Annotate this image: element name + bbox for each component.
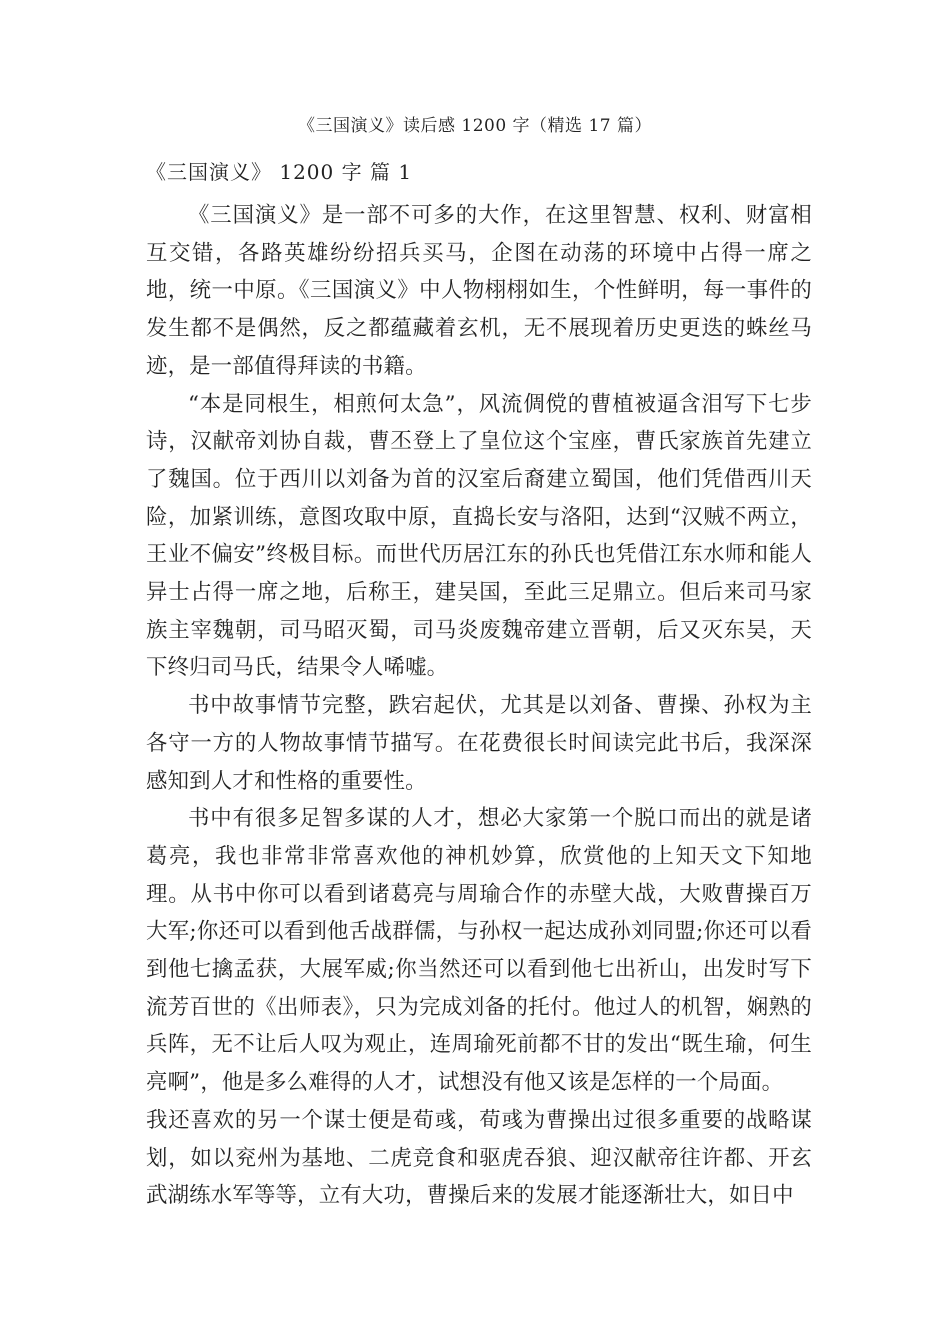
body-text bbox=[146, 197, 812, 1215]
paragraph-2: “本是同根生，相煎何太急”，风流倜傥的曹植被逼含泪写下七步诗，汉献帝刘协自裁，曹丕登上了皇位这个宝座，曹氏家族首先建立了魏国。位于西川以刘备为首的汉室后裔建立蜀国，他们凭借西川天险，加紧训练，意图攻取中原，直捣长安与洛阳，达到“汉贼不两立，王业不偏安”终极目标。而世代历居江东的孙氏也凭借江东水师和能人异士占得一席之地，后称王，建吴国，至此三足鼎立。但后来司马家族主宰魏朝，司马昭灭蜀，司马炎废魏帝建立晋朝，后又灭东吴，天下终归司马氏，结果令人唏嘘。 bbox=[146, 391, 812, 681]
section-heading: 《三国演义》 1200 字 篇 1 bbox=[146, 160, 413, 184]
document-title: 《三国演义》读后感 1200 字（精选 17 篇） bbox=[297, 116, 652, 136]
paragraph-1: 《三国演义》是一部不可多的大作，在这里智慧、权利、财富相互交错，各路英雄纷纷招兵买马，企图在动荡的环境中占得一席之地，统一中原。《三国演义》中人物栩栩如生，个性鲜明，每一事件的发生都不是偶然，反之都蕴藏着玄机，无不展现着历史更迭的蛛丝马迹，是一部值得拜读的书籍。 bbox=[146, 203, 812, 379]
paragraph-3: 书中故事情节完整，跌宕起伏，尤其是以刘备、曹操、孙权为主各守一方的人物故事情节描写。在花费很长时间读完此书后，我深深感知到人才和性格的重要性。 bbox=[146, 693, 812, 794]
paragraph-5: 我还喜欢的另一个谋士便是荀彧，荀彧为曹操出过很多重要的战略谋划，如以兖州为基地、二虎竞食和驱虎吞狼、迎汉献帝往许都、开玄武湖练水军等等，立有大功，曹操后来的发展才能逐渐壮大，如日中 bbox=[146, 1107, 812, 1209]
paragraph-4: 书中有很多足智多谋的人才，想必大家第一个脱口而出的就是诸葛亮，我也非常非常喜欢他的神机妙算，欣赏他的上知天文下知地理。从书中你可以看到诸葛亮与周瑜合作的赤壁大战，大败曹操百万大军;你还可以看到他舌战群儒，与孙权一起达成孙刘同盟;你还可以看到他七擒孟获，大展军威;你当然还可以看到他七出祈山，出发时写下流芳百世的《出师表》，只为完成刘备的托付。他过人的机智，娴熟的兵阵，无不让后人叹为观止，连周瑜死前都不甘的发出“既生瑜，何生亮啊”，他是多么难得的人才，试想没有他又该是怎样的一个局面。 bbox=[146, 806, 812, 1096]
